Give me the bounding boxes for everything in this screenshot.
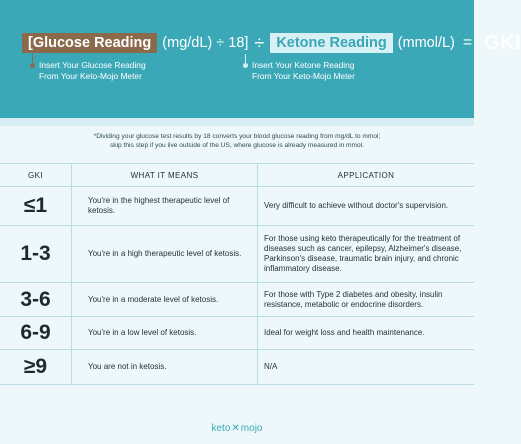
glucose-hint (39, 60, 146, 82)
ketone-hint-line-1: Insert Your Ketone Reading (252, 60, 355, 70)
gki-value: ≥9 (23, 355, 48, 378)
column-header-meaning: WHAT IT MEANS (72, 164, 258, 186)
meaning-text: You're in a high therapeutic level of ketosis. (88, 249, 242, 258)
ketone-reading-box: Ketone Reading (270, 33, 392, 53)
gki-cell (0, 350, 72, 384)
header-divider-band (0, 118, 474, 126)
meaning-text: You are not in ketosis. (88, 362, 167, 371)
application-text: For those with Type 2 diabetes and obesity, insulin resistance, metabolic or endocrine disorders. (264, 289, 443, 309)
glucose-unit: (mg/dL) ÷ 18] (162, 35, 249, 51)
header-banner (0, 0, 521, 118)
table-row (0, 350, 474, 385)
ketone-pointer-dot (243, 63, 248, 68)
meaning-text: You're in a moderate level of ketosis. (88, 294, 219, 304)
ketone-hint-line-2: From Your Keto-Mojo Meter (252, 71, 355, 81)
conversion-note (40, 132, 434, 150)
equals-sign: = (462, 34, 473, 51)
ketone-hint (252, 60, 355, 82)
gki-value: 6-9 (20, 321, 51, 344)
table-row (0, 283, 474, 317)
glucose-reading-box: [Glucose Reading (22, 33, 157, 53)
gki-cell (0, 317, 72, 349)
gki-value: 1-3 (20, 242, 51, 265)
glucose-hint-line-2: From Your Keto-Mojo Meter (39, 71, 142, 81)
conversion-note-line-2: skip this step if you live outside of the US, where glucose is already measured in mmol. (110, 142, 364, 149)
logo-text-mojo: mojo (240, 423, 263, 434)
ketone-unit: (mmol/L) (397, 35, 455, 51)
meaning-cell (72, 226, 258, 282)
logo-text-keto: keto (211, 423, 231, 434)
application-text: N/A (264, 362, 278, 371)
keto-mojo-logo (0, 423, 474, 434)
gki-result: GKI (484, 31, 521, 54)
logo-x-icon: ✕ (231, 423, 240, 434)
column-header-gki: GKI (0, 164, 72, 186)
application-text: Ideal for weight loss and health maintenance. (264, 328, 425, 337)
conversion-note-line-1: *Dividing your glucose test results by 18 converts your blood glucose reading from mg/dL to mmol; (93, 133, 381, 140)
table-header-row (0, 164, 474, 187)
meaning-cell (72, 317, 258, 349)
glucose-pointer-line (32, 54, 33, 63)
table-row (0, 226, 474, 283)
meaning-text: You're in a low level of ketosis. (88, 328, 197, 337)
gki-cell (0, 187, 72, 225)
meaning-cell (72, 350, 258, 384)
application-cell (258, 226, 474, 282)
gki-value: ≤1 (23, 194, 48, 217)
gki-table (0, 163, 474, 385)
meaning-cell (72, 283, 258, 316)
application-text: For those using keto therapeutically for the treatment of diseases such as cancer, epilepsy, Alzheimer's disease, Parkinson's disease, traumatic brain injury, and chronic inflammatory disease. (264, 234, 462, 273)
table-row (0, 317, 474, 350)
meaning-text: You're in the highest therapeutic level of ketosis. (88, 196, 230, 215)
gki-value: 3-6 (20, 287, 51, 311)
gki-cell (0, 283, 72, 316)
ketone-pointer-line (245, 54, 246, 63)
application-cell (258, 350, 474, 384)
gki-cell (0, 226, 72, 282)
gki-formula (22, 32, 521, 54)
application-cell (258, 283, 474, 316)
glucose-pointer-dot (30, 63, 35, 68)
application-text: Very difficult to achieve without doctor's supervision. (264, 201, 449, 210)
table-row (0, 187, 474, 226)
glucose-hint-line-1: Insert Your Glucose Reading (39, 60, 146, 70)
divide-sign: ÷ (254, 32, 265, 53)
application-cell (258, 317, 474, 349)
meaning-cell (72, 187, 258, 225)
application-cell (258, 187, 474, 225)
column-header-application: APPLICATION (337, 170, 395, 180)
